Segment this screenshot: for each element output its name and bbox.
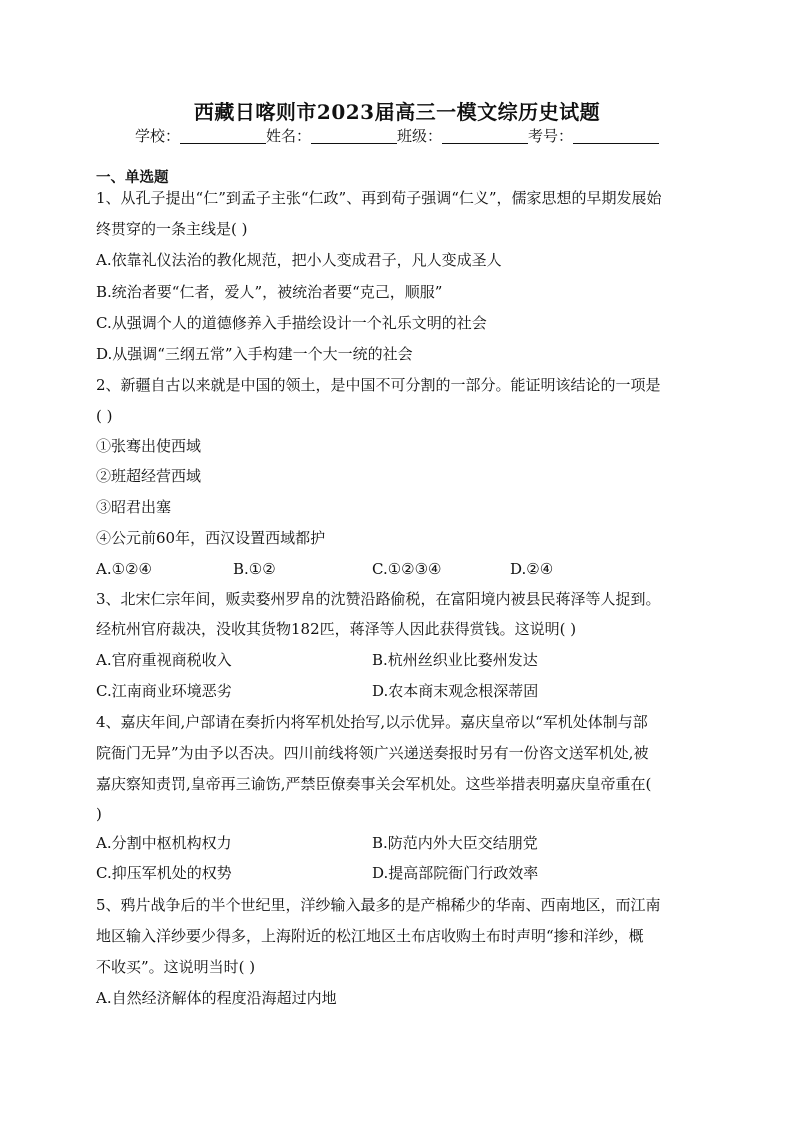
question-1-option-a: A.依靠礼仪法治的教化规范，把小人变成君子，凡人变成圣人 [96,251,502,269]
question-1-option-b: B.统治者要“仁者，爱人”，被统治者要“克己，顺服” [96,283,443,301]
question-4-stem-line: 院衙门无异”为由予以否决。四川前线将领广兴递送奏报时另有一份咨文送军机处,被 [96,744,649,762]
number-label: 考号： [528,127,574,145]
question-4-stem-line: 4、嘉庆年间,户部请在奏折内将军机处抬写,以示优异。嘉庆皇帝以“军机处体制与部 [96,713,648,731]
question-2-option-a: A.①②④ [96,560,152,578]
school-blank[interactable] [180,128,266,144]
question-4-option-d: D.提高部院衙门行政效率 [372,864,539,882]
question-2-stem-line: 2、新疆自古以来就是中国的领土，是中国不可分割的一部分。能证明该结论的一项是 [96,376,661,394]
question-3-option-c: C.江南商业环境恶劣 [96,682,232,700]
question-1-stem-line: 终贯穿的一条主线是( ) [96,220,248,238]
question-2-item: ①张骞出使西域 [96,437,202,455]
student-info-row [0,125,794,146]
question-1-option-d: D.从强调“三纲五常”入手构建一个大一统的社会 [96,345,413,363]
question-2-item: ③昭君出塞 [96,498,172,516]
section-title: 一、单选题 [96,169,169,186]
question-4-option-b: B.防范内外大臣交结朋党 [372,834,538,852]
class-label: 班级： [397,127,443,145]
question-2-stem-line: ( ) [96,407,113,425]
question-2-item: ④公元前60年，西汉设置西域都护 [96,529,326,547]
question-2-option-c: C.①②③④ [372,560,442,578]
question-2-option-b: B.①② [233,560,276,578]
question-5-stem-line: 不收买”。这说明当时( ) [96,958,256,976]
question-5-stem-line: 地区输入洋纱要少得多，上海附近的松江地区土布店收购土布时声明“掺和洋纱，概 [96,927,644,945]
question-5-option-a: A.自然经济解体的程度沿海超过内地 [96,989,337,1007]
question-3-option-d: D.农本商末观念根深蒂固 [372,682,539,700]
class-blank[interactable] [442,128,528,144]
question-4-stem-line: ) [96,805,102,823]
name-label: 姓名： [265,127,311,145]
question-2-item: ②班超经营西域 [96,467,202,485]
question-1-stem-line: 1、从孔子提出“仁”到孟子主张“仁政”、再到荀子强调“仁义”，儒家思想的早期发展始 [96,189,662,207]
question-4-option-c: C.抑压军机处的权势 [96,864,232,882]
question-3-option-a: A.官府重视商税收入 [96,651,232,669]
question-4-stem-line: 嘉庆察知责罚,皇帝再三谕饬,严禁臣僚奏事关会军机处。这些举措表明嘉庆皇帝重在( [96,775,652,793]
question-1-option-c: C.从强调个人的道德修养入手描绘设计一个礼乐文明的社会 [96,314,487,332]
name-blank[interactable] [311,128,397,144]
question-3-stem-line: 3、北宋仁宗年间，贩卖婺州罗帛的沈赞沿路偷税，在富阳境内被县民蒋泽等人捉到。 [96,590,661,608]
school-label: 学校： [134,127,180,145]
question-3-stem-line: 经杭州官府裁决，没收其货物182匹，蒋泽等人因此获得赏钱。这说明( ) [96,620,577,638]
question-3-option-b: B.杭州丝织业比婺州发达 [372,651,538,669]
question-2-option-d: D.②④ [510,560,554,578]
question-4-option-a: A.分割中枢机构权力 [96,834,232,852]
number-blank[interactable] [573,128,659,144]
exam-title: 西藏日喀则市2023届高三一模文综历史试题 [193,100,601,124]
question-5-stem-line: 5、鸦片战争后的半个世纪里，洋纱输入最多的是产棉稀少的华南、西南地区，而江南 [96,896,661,914]
